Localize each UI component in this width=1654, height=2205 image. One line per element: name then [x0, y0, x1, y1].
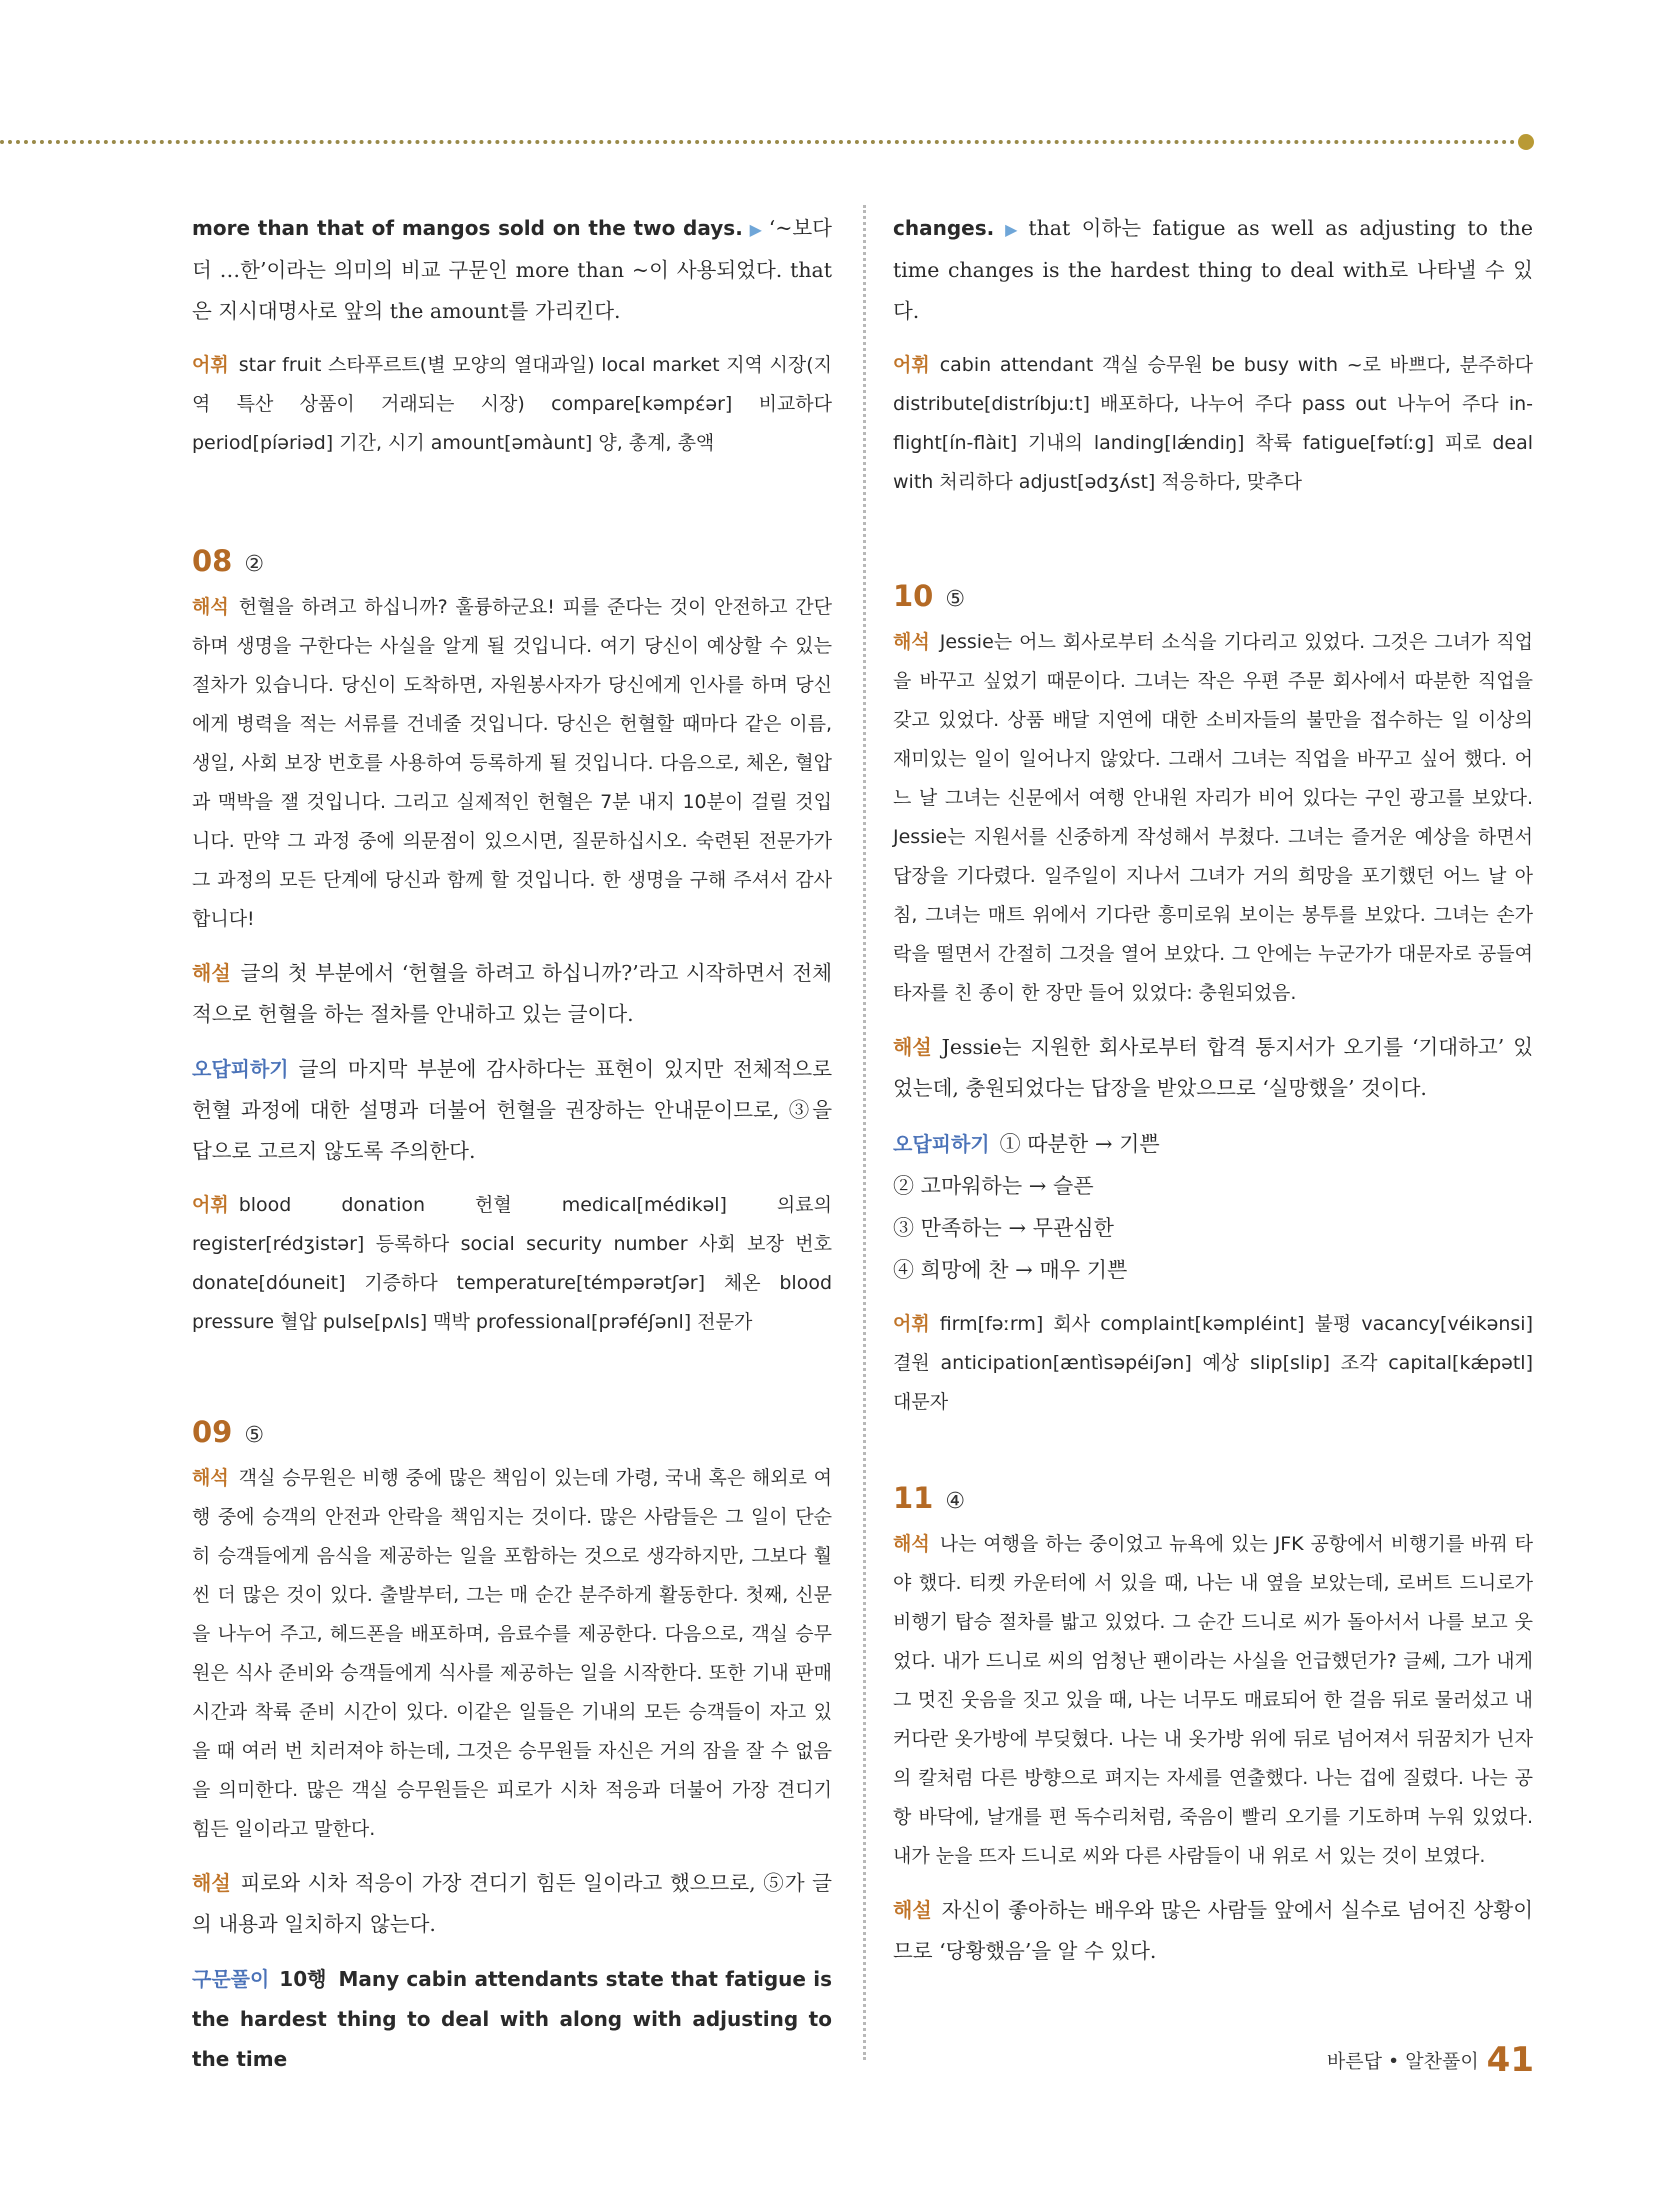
vocab-label: 어휘 [893, 1313, 930, 1335]
question-number: 08 [192, 544, 233, 578]
left-intro-bold: more than that of mangos sold on the two days. [192, 216, 743, 240]
q08-explanation [192, 953, 832, 1035]
explanation-label: 해설 [893, 1035, 932, 1059]
choice-item: ① 따분한 → 기쁜 [999, 1132, 1160, 1156]
translation-text: 객실 승무원은 비행 중에 많은 책임이 있는데 가령, 국내 혹은 해외로 여행 중에 승객의 안전과 안락을 책임지는 것이다. 많은 사람들은 그 일이 단순히 승객들에게 음식을 제공하는 일을 포함하는 것으로 생각하지만, 그보다 훨씬 더 많은 것이 있다. 출발부터, 그는 매 순간 분주하게 활동한다. 첫째, 신문을 나누어 주고, 헤드폰을 배포하며, 음료수를 제공한다. 다음으로, 객실 승무원은 식사 준비와 승객들에게 식사를 제공하는 일을 시작한다. 또한 기내 판매 시간과 착륙 준비 시간이 있다. 이같은 일들은 기내의 모든 승객들이 자고 있을 때 여러 번 치러져야 하는데, 그것은 승무원들 자신은 거의 잠을 잘 수 없음을 의미한다. 많은 객실 승무원들은 피로가 시차 적응과 더불어 가장 견디기 힘든 일이라고 말한다. [192, 1467, 832, 1840]
column-divider [863, 205, 866, 2060]
page-footer [1327, 2040, 1534, 2084]
explanation-label: 해설 [192, 1871, 231, 1895]
q10-translation [893, 623, 1533, 1013]
question-number: 11 [893, 1481, 934, 1515]
choice-item: ④ 희망에 찬 → 매우 기쁜 [893, 1258, 1128, 1282]
right-intro [893, 208, 1533, 332]
pointer-icon: ▶ [748, 220, 763, 239]
right-column [893, 208, 1533, 1972]
q10-wrong-answer [893, 1123, 1533, 1165]
question-answer: ⑤ [244, 1423, 265, 1448]
right-intro-bold: changes. [893, 216, 995, 240]
explanation-label: 해설 [192, 961, 231, 985]
question-header-10 [893, 576, 1533, 621]
q09-translation [192, 1459, 832, 1849]
translation-label: 해석 [192, 1467, 229, 1489]
wrong-answer-label: 오답피하기 [893, 1132, 990, 1156]
question-header-11 [893, 1478, 1533, 1523]
top-rule-dot [1518, 134, 1534, 150]
question-answer: ② [244, 552, 265, 577]
explanation-text: 글의 첫 부분에서 ‘헌혈을 하려고 하십니까?’라고 시작하면서 전체적으로 헌혈을 하는 절차를 안내하고 있는 글이다. [192, 961, 832, 1026]
footer-book-title: 바른답 • 알찬풀이 [1326, 2050, 1479, 2073]
q10-vocab [893, 1305, 1533, 1422]
question-header-09 [192, 1412, 832, 1457]
left-column [192, 208, 832, 2079]
question-header-08 [192, 541, 832, 586]
explanation-text: Jessie는 지원한 회사로부터 합격 통지서가 오기를 ‘기대하고’ 있었는데, 충원되었다는 답장을 받았으므로 ‘실망했을’ 것이다. [893, 1035, 1533, 1100]
q08-vocab [192, 1186, 832, 1342]
q11-translation [893, 1525, 1533, 1876]
top-dotted-rule [0, 140, 1524, 144]
translation-label: 해석 [192, 596, 229, 618]
explanation-text: 피로와 시차 적응이 가장 견디기 힘든 일이라고 했으므로, ⑤가 글의 내용과 일치하지 않는다. [192, 1871, 832, 1936]
choice-item: ② 고마워하는 → 슬픈 [893, 1174, 1094, 1198]
question-answer: ⑤ [945, 587, 966, 612]
structure-text: Many cabin attendants state that fatigue is the hardest thing to deal with along with adjusting to the time [192, 1967, 832, 2071]
vocab-label: 어휘 [192, 1194, 229, 1216]
choice-item: ③ 만족하는 → 무관심한 [893, 1216, 1114, 1240]
q08-translation [192, 588, 832, 939]
q09-explanation [192, 1863, 832, 1945]
page-number: 41 [1486, 2040, 1534, 2080]
translation-label: 해석 [893, 1533, 930, 1555]
question-answer: ④ [945, 1489, 966, 1514]
vocab-text: cabin attendant 객실 승무원 be busy with ~로 바쁘다, 분주하다 distribute[distríbjuːt] 배포하다, 나누어 주다 pass out 나누어 주다 in-flight[ín-flàit] 기내의 landing[lǽndiŋ] 착륙 fatigue[fətíːg] 피로 deal with 처리하다 adjust[ədʒʌ́st] 적응하다, 맞추다 [893, 354, 1533, 493]
wrong-answer-label: 오답피하기 [192, 1057, 289, 1081]
explanation-text: 자신이 좋아하는 배우와 많은 사람들 앞에서 실수로 넘어진 상황이므로 ‘당황했음’을 알 수 있다. [893, 1898, 1533, 1963]
q08-wrong-answer [192, 1049, 832, 1172]
wrong-answer-text: 글의 마지막 부분에 감사하다는 표현이 있지만 전체적으로 헌혈 과정에 대한 설명과 더불어 헌혈을 권장하는 안내문이므로, ③을 답으로 고르지 않도록 주의한다. [192, 1057, 832, 1163]
translation-text: 나는 여행을 하는 중이었고 뉴욕에 있는 JFK 공항에서 비행기를 바꿔 타야 했다. 티켓 카운터에 서 있을 때, 나는 내 옆을 보았는데, 로버트 드니로가 비행기 탑승 절차를 밟고 있었다. 그 순간 드니로 씨가 돌아서서 나를 보고 웃었다. 내가 드니로 씨의 엄청난 팬이라는 사실을 언급했던가? 글쎄, 그가 내게 그 멋진 웃음을 짓고 있을 때, 나는 너무도 매료되어 한 걸음 뒤로 물러섰고 내 커다란 옷가방에 부딪혔다. 나는 내 옷가방 위에 뒤로 넘어져서 뒤꿈치가 닌자의 칼처럼 다른 방향으로 펴지는 자세를 연출했다. 나는 겁에 질렸다. 나는 공항 바닥에, 날개를 편 독수리처럼, 죽음이 빨리 오기를 기도하며 누워 있었다. 내가 눈을 뜨자 드니로 씨와 다른 사람들이 내 위로 서 있는 것이 보였다. [893, 1533, 1533, 1867]
vocab-text: star fruit 스타푸르트(별 모양의 열대과일) local market 지역 시장(지역 특산 상품이 거래되는 시장) compare[kəmpέər] 비교하다 period[píəriəd] 기간, 시기 amount[əmàunt] 양, 총계, 총액 [192, 354, 832, 454]
pointer-icon: ▶ [1000, 220, 1023, 239]
question-number: 10 [893, 579, 934, 613]
left-intro-rest: ‘~보다 더 …한’이라는 의미의 비교 구문인 more than ~이 사용되었다. that은 지시대명사로 앞의 the amount를 가리킨다. [192, 216, 832, 323]
q09-structure [192, 1959, 832, 2079]
translation-label: 해석 [893, 631, 930, 653]
structure-line: 10행 [279, 1967, 327, 1991]
vocab-label: 어휘 [192, 354, 229, 376]
left-intro [192, 208, 832, 332]
right-vocab [893, 346, 1533, 502]
q10-explanation [893, 1027, 1533, 1109]
explanation-label: 해설 [893, 1898, 932, 1922]
vocab-text: firm[fəːrm] 회사 complaint[kəmpléint] 불평 vacancy[véikənsi] 결원 anticipation[æntìsəpéiʃən] 예상 slip[slip] 조각 capital[kǽpətl] 대문자 [893, 1313, 1533, 1413]
right-intro-rest: that 이하는 fatigue as well as adjusting to the time changes is the hardest thing to deal with로 나타낼 수 있다. [893, 216, 1533, 323]
vocab-text: blood donation 헌혈 medical[médikəl] 의료의 register[rédʒistər] 등록하다 social security number 사회 보장 번호 donate[dóuneit] 기증하다 temperature[témpərətʃər] 체온 blood pressure 혈압 pulse[pʌls] 맥박 professional[prəféʃənl] 전문가 [192, 1194, 832, 1333]
structure-label: 구문풀이 [192, 1967, 270, 1991]
question-number: 09 [192, 1415, 233, 1449]
translation-text: Jessie는 어느 회사로부터 소식을 기다리고 있었다. 그것은 그녀가 직업을 바꾸고 싶었기 때문이다. 그녀는 작은 우편 주문 회사에서 따분한 직업을 갖고 있었다. 상품 배달 지연에 대한 소비자들의 불만을 접수하는 일 이상의 재미있는 일이 일어나지 않았다. 그래서 그녀는 직업을 바꾸고 싶어 했다. 어느 날 그녀는 신문에서 여행 안내원 자리가 비어 있다는 구인 광고를 보았다. Jessie는 지원서를 신중하게 작성해서 부쳤다. 그녀는 즐거운 예상을 하면서 답장을 기다렸다. 일주일이 지나서 그녀가 거의 희망을 포기했던 어느 날 아침, 그녀는 매트 위에서 기다란 흥미로워 보이는 봉투를 보았다. 그녀는 손가락을 떨면서 간절히 그것을 열어 보았다. 그 안에는 누군가가 대문자로 공들여 타자를 친 종이 한 장만 들어 있었다: 충원되었음. [893, 631, 1533, 1004]
translation-text: 헌혈을 하려고 하십니까? 훌륭하군요! 피를 준다는 것이 안전하고 간단하며 생명을 구한다는 사실을 알게 될 것입니다. 여기 당신이 예상할 수 있는 절차가 있습니다. 당신이 도착하면, 자원봉사자가 당신에게 인사를 하며 당신에게 병력을 적는 서류를 건네줄 것입니다. 당신은 헌혈할 때마다 같은 이름, 생일, 사회 보장 번호를 사용하여 등록하게 될 것입니다. 다음으로, 체온, 혈압과 맥박을 잴 것입니다. 그리고 실제적인 헌혈은 7분 내지 10분이 걸릴 것입니다. 만약 그 과정 중에 의문점이 있으시면, 질문하십시오. 숙련된 전문가가 그 과정의 모든 단계에 당신과 함께 할 것입니다. 한 생명을 구해 주셔서 감사합니다! [192, 596, 832, 930]
left-vocab [192, 346, 832, 463]
vocab-label: 어휘 [893, 354, 930, 376]
q11-explanation [893, 1890, 1533, 1972]
